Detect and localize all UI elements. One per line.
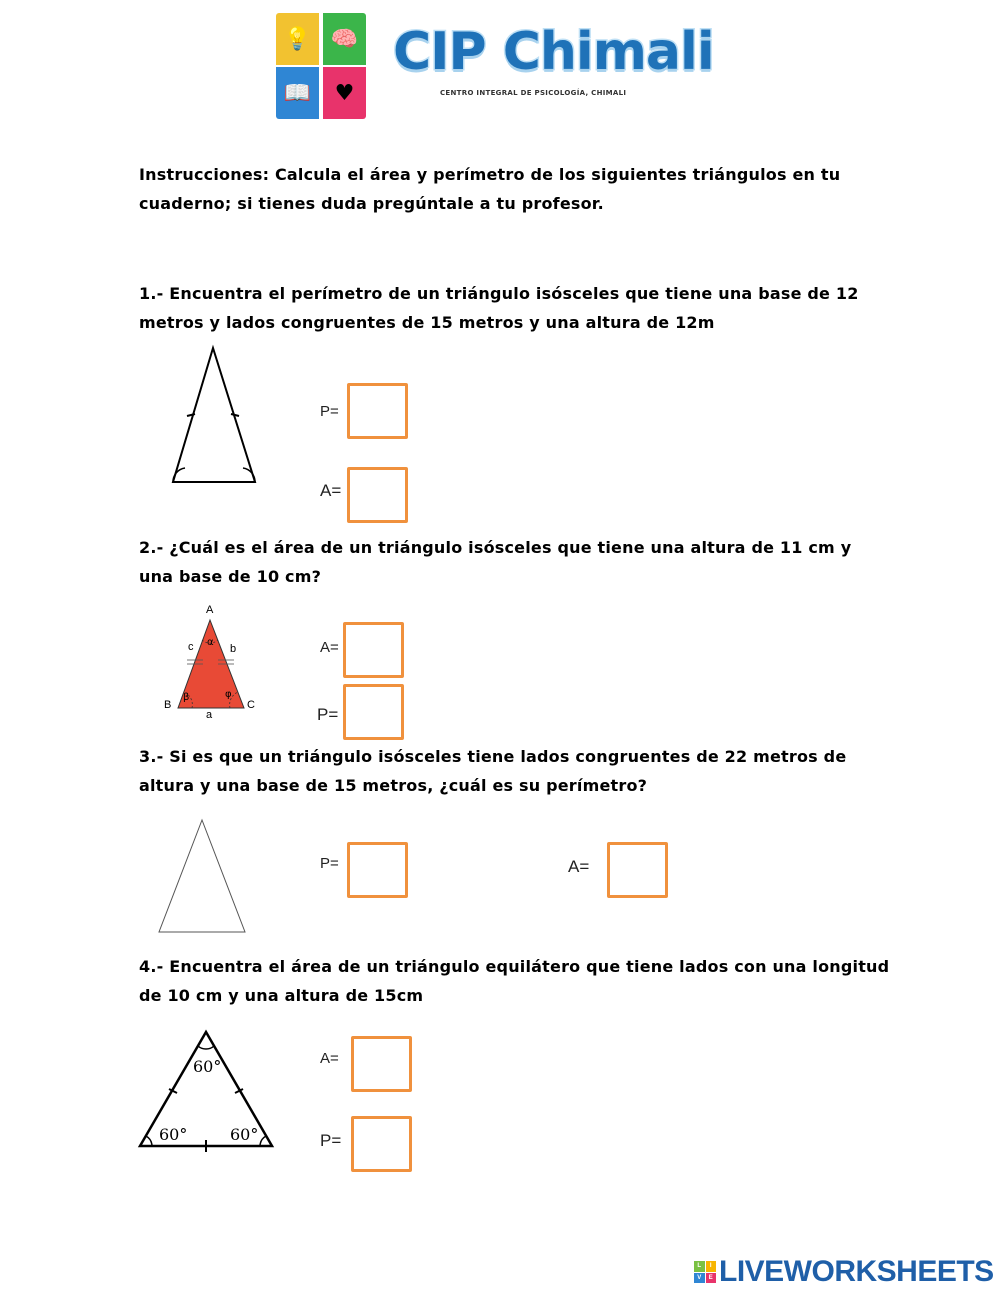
q2-area-answer-box[interactable] bbox=[343, 622, 404, 678]
q3-a-label: A= bbox=[568, 857, 590, 876]
lightbulb-icon: 💡 bbox=[276, 13, 319, 65]
q1-p-label: P= bbox=[320, 403, 339, 420]
q3-p-label: P= bbox=[320, 855, 339, 872]
angle-right-label: 60° bbox=[230, 1125, 259, 1144]
angle-top-label: 60° bbox=[193, 1057, 222, 1076]
q2-perimeter-answer-box[interactable] bbox=[343, 684, 404, 740]
cube-letter-l: L bbox=[694, 1261, 705, 1272]
q2-p-label: P= bbox=[317, 705, 339, 724]
logo-emblem bbox=[276, 13, 366, 119]
heart-icon: ♥ bbox=[323, 67, 366, 119]
angle-phi-label: φ bbox=[225, 689, 232, 700]
cube-letter-e: E bbox=[706, 1273, 717, 1284]
side-b-label: b bbox=[230, 643, 237, 655]
instructions bbox=[139, 160, 840, 218]
question-2-line-1: 2.- ¿Cuál es el área de un triángulo isósceles que tiene una altura de 11 cm y bbox=[139, 538, 852, 557]
isosceles-triangle-1 bbox=[165, 342, 265, 488]
angle-alpha-label: α bbox=[207, 637, 214, 648]
liveworksheets-cube-icon bbox=[694, 1261, 716, 1283]
instructions-line-2: cuaderno; si tienes duda pregúntale a tu profesor. bbox=[139, 194, 604, 213]
side-a-label: a bbox=[206, 709, 213, 721]
q3-perimeter-answer-box[interactable] bbox=[347, 842, 408, 898]
logo-subtitle: CENTRO INTEGRAL DE PSICOLOGÍA, CHIMALI bbox=[440, 89, 627, 97]
question-1-text bbox=[139, 279, 859, 337]
red-isosceles-triangle-2 bbox=[158, 600, 268, 722]
q4-a-label: A= bbox=[320, 1050, 339, 1067]
side-c-label: c bbox=[188, 641, 194, 653]
brain-icon: 🧠 bbox=[323, 13, 366, 65]
logo-title: CIP Chimali bbox=[393, 22, 714, 82]
equilateral-triangle-4 bbox=[136, 1026, 278, 1156]
instructions-line-1: Instrucciones: Calcula el área y perímetro de los siguientes triángulos en tu bbox=[139, 165, 841, 184]
book-icon: 📖 bbox=[276, 67, 319, 119]
question-1-line-2: metros y lados congruentes de 15 metros y una altura de 12m bbox=[139, 313, 715, 332]
vertex-a-label: A bbox=[206, 604, 214, 616]
question-1-line-1: 1.- Encuentra el perímetro de un triángulo isósceles que tiene una base de 12 bbox=[139, 284, 859, 303]
liveworksheets-logo bbox=[694, 1255, 994, 1289]
q4-p-label: P= bbox=[320, 1131, 342, 1150]
cube-letter-i: I bbox=[706, 1261, 717, 1272]
q2-a-label: A= bbox=[320, 639, 339, 656]
question-3-text bbox=[139, 742, 846, 800]
question-3-line-1: 3.- Si es que un triángulo isósceles tiene lados congruentes de 22 metros de bbox=[139, 747, 847, 766]
vertex-c-label: C bbox=[247, 699, 255, 711]
question-2-text bbox=[139, 533, 851, 591]
q1-a-label: A= bbox=[320, 481, 342, 500]
question-4-text bbox=[139, 952, 889, 1010]
question-4-line-1: 4.- Encuentra el área de un triángulo equilátero que tiene lados con una longitud bbox=[139, 957, 890, 976]
q1-perimeter-answer-box[interactable] bbox=[347, 383, 408, 439]
q1-area-answer-box[interactable] bbox=[347, 467, 408, 523]
question-4-line-2: de 10 cm y una altura de 15cm bbox=[139, 986, 424, 1005]
liveworksheets-brand-text: LIVEWORKSHEETS bbox=[719, 1255, 994, 1288]
q4-area-answer-box[interactable] bbox=[351, 1036, 412, 1092]
q3-area-answer-box[interactable] bbox=[607, 842, 668, 898]
question-2-line-2: una base de 10 cm? bbox=[139, 567, 322, 586]
question-3-line-2: altura y una base de 15 metros, ¿cuál es su perímetro? bbox=[139, 776, 648, 795]
angle-left-label: 60° bbox=[159, 1125, 188, 1144]
cube-letter-v: V bbox=[694, 1273, 705, 1284]
angle-beta-label: β bbox=[183, 692, 190, 703]
vertex-b-label: B bbox=[164, 699, 172, 711]
q4-perimeter-answer-box[interactable] bbox=[351, 1116, 412, 1172]
thin-triangle-3 bbox=[155, 815, 251, 937]
